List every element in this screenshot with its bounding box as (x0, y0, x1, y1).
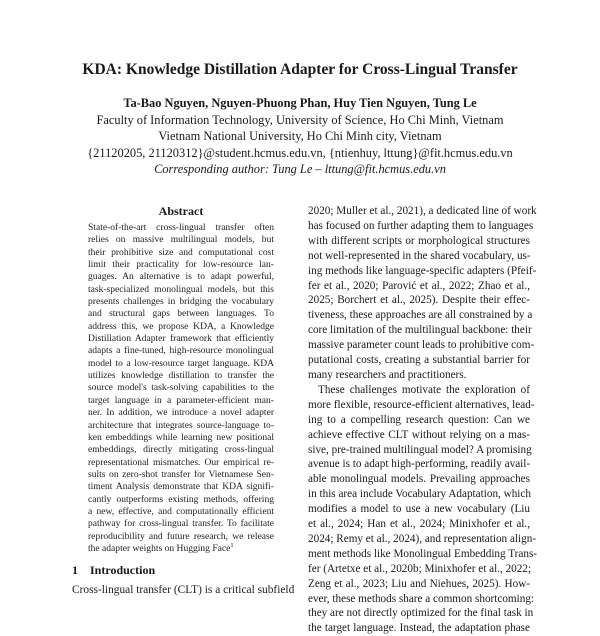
abstract-line: reproducibility and future research, we release (88, 530, 274, 542)
body-line: modifies a model to use a new vocabulary (Liu (308, 503, 530, 516)
body-line: able monolingual models. Prevailing approaches (308, 473, 530, 486)
abstract-line: presents challenges in bridging the vocabulary (88, 296, 274, 308)
abstract-line: source model's task-solving capabilities to the (88, 382, 274, 394)
body-line: many researchers and practitioners. (308, 368, 467, 381)
abstract-line: timent Analysis demonstrate that KDA signifi- (88, 481, 274, 493)
abstract-line: and structural gaps between languages. To (88, 308, 274, 320)
author-emails: {21120205, 21120312}@student.hcmus.edu.vn, {ntienhuy, lttung}@fit.hcmus.edu.vn (87, 145, 513, 160)
section-heading-introduction (72, 562, 155, 578)
body-line: ment methods like Monolingual Embedding Trans- (308, 547, 538, 560)
body-line: These challenges motivate the exploration of (318, 383, 530, 396)
body-line: ever, these methods share a common shortcoming: (308, 592, 535, 605)
abstract-line: sults on zero-shot transfer for Vietnamese Sen- (88, 468, 274, 480)
abstract-line: limit their practicality for low-resource lan- (88, 259, 274, 271)
author-names: Ta-Bao Nguyen, Nguyen-Phuong Phan, Huy Tien Nguyen, Tung Le (123, 96, 477, 110)
abstract-line: adapts a fine-tuned, high-resource monolingual (88, 345, 274, 357)
abstract-line: utilizes knowledge distillation to transfer the (88, 370, 274, 382)
abstract-last-line (88, 543, 274, 555)
body-line: core limitation of the multilingual backbone: their (308, 324, 532, 337)
abstract-line: State-of-the-art cross-lingual transfer often (88, 222, 274, 233)
abstract-line: task-specialized monolingual models, but this (88, 283, 274, 295)
body-line: achieve effective CLT without relying on a mas- (308, 428, 530, 441)
section-title: Introduction (90, 563, 156, 577)
body-line: fer et al., 2020; Parović et al., 2022; Zhao et al., (308, 279, 530, 292)
body-line: ing to a compelling research question: Can we (308, 413, 530, 426)
abstract-body (88, 222, 274, 555)
body-line: avenue is to adapt high-performing, readily avail- (308, 458, 531, 471)
abstract-line: model to a low-resource target language. KDA (88, 357, 274, 369)
body-line: 2025; Borchert et al., 2025). Despite their effec- (308, 294, 530, 307)
abstract-line: pathway for cross-lingual transfer. To facilitate (88, 518, 274, 530)
abstract-line: Distillation Adapter framework that efficiently (88, 333, 274, 345)
body-line: 2020; Muller et al., 2021), a dedicated line of work (308, 205, 537, 217)
body-line: putational costs, creating a substantial barrier for (308, 354, 530, 367)
abstract-line: representational mismatches. Our empirical re- (88, 456, 274, 468)
affiliation-university: Vietnam National University, Ho Chi Minh city, Vietnam (158, 129, 442, 143)
abstract-line: cantly outperforms existing methods, offering (88, 493, 274, 505)
body-line: fer (Artetxe et al., 2020b; Minixhofer et al., 2022; (308, 562, 532, 575)
abstract-line: embeddings, directly mitigating cross-lingual (88, 444, 274, 456)
footnote-marker: 1 (230, 541, 234, 549)
right-column-body (308, 204, 538, 636)
body-line: et al., 2024; Han et al., 2024; Minixhofer et al., (308, 518, 530, 531)
body-line: Zeng et al., 2023; Liu and Niehues, 2025). How- (308, 577, 530, 590)
body-line: sive, pre-trained multilingual model? A promising (308, 443, 532, 456)
body-line: 2024; Remy et al., 2024), and representation align- (308, 532, 537, 545)
body-line: they are not directly optimized for the final task in (308, 607, 534, 620)
intro-first-line: Cross-lingual transfer (CLT) is a critical subfield (72, 584, 295, 596)
abstract-line: their prohibitive size and computational cost (88, 246, 274, 258)
author-block (0, 95, 600, 178)
section-number: 1 (72, 563, 78, 577)
corresponding-author: Corresponding author: Tung Le – lttung@fit.hcmus.edu.vn (154, 162, 446, 176)
abstract-line: relies on massive multilingual models, but (88, 234, 274, 246)
abstract-line: ner. In addition, we introduce a novel adapter (88, 407, 274, 419)
body-line: the target language. Instead, the adaptation phase (308, 622, 530, 635)
body-line: with different scripts or morphological structures (308, 234, 530, 247)
body-line: not well-represented in the shared vocabulary, us- (308, 249, 531, 262)
abstract-heading: Abstract (158, 204, 204, 218)
body-line: has focused on further adapting them to languages (308, 219, 534, 232)
body-line: in this area include Vocabulary Adaptation, which (308, 488, 531, 501)
abstract-line: a new, effective, and computationally efficient (88, 505, 274, 517)
abstract-line: ken embeddings while learning new positional (88, 431, 274, 443)
abstract-line: target language in a parameter-efficient man- (88, 394, 274, 406)
body-line: massive parameter count leads to prohibitive com- (308, 339, 535, 352)
abstract-line: the adapter weights on Hugging Face (88, 542, 231, 554)
body-line: more flexible, resource-efficient alternatives, lead- (308, 398, 535, 411)
abstract-line: address this, we propose KDA, a Knowledge (88, 320, 274, 332)
abstract-line: guages. An alternative is to adapt powerful, (88, 271, 274, 283)
abstract-line: architecture that integrates source-language to- (88, 419, 274, 431)
body-line: ing methods like language-specific adapters (Pfeif- (308, 264, 537, 277)
affiliation-faculty: Faculty of Information Technology, University of Science, Ho Chi Minh, Vietnam (96, 112, 504, 127)
body-line: tiveness, these approaches are all constrained by a (308, 309, 533, 322)
paper-title: KDA: Knowledge Distillation Adapter for Cross-Lingual Transfer (82, 61, 518, 78)
